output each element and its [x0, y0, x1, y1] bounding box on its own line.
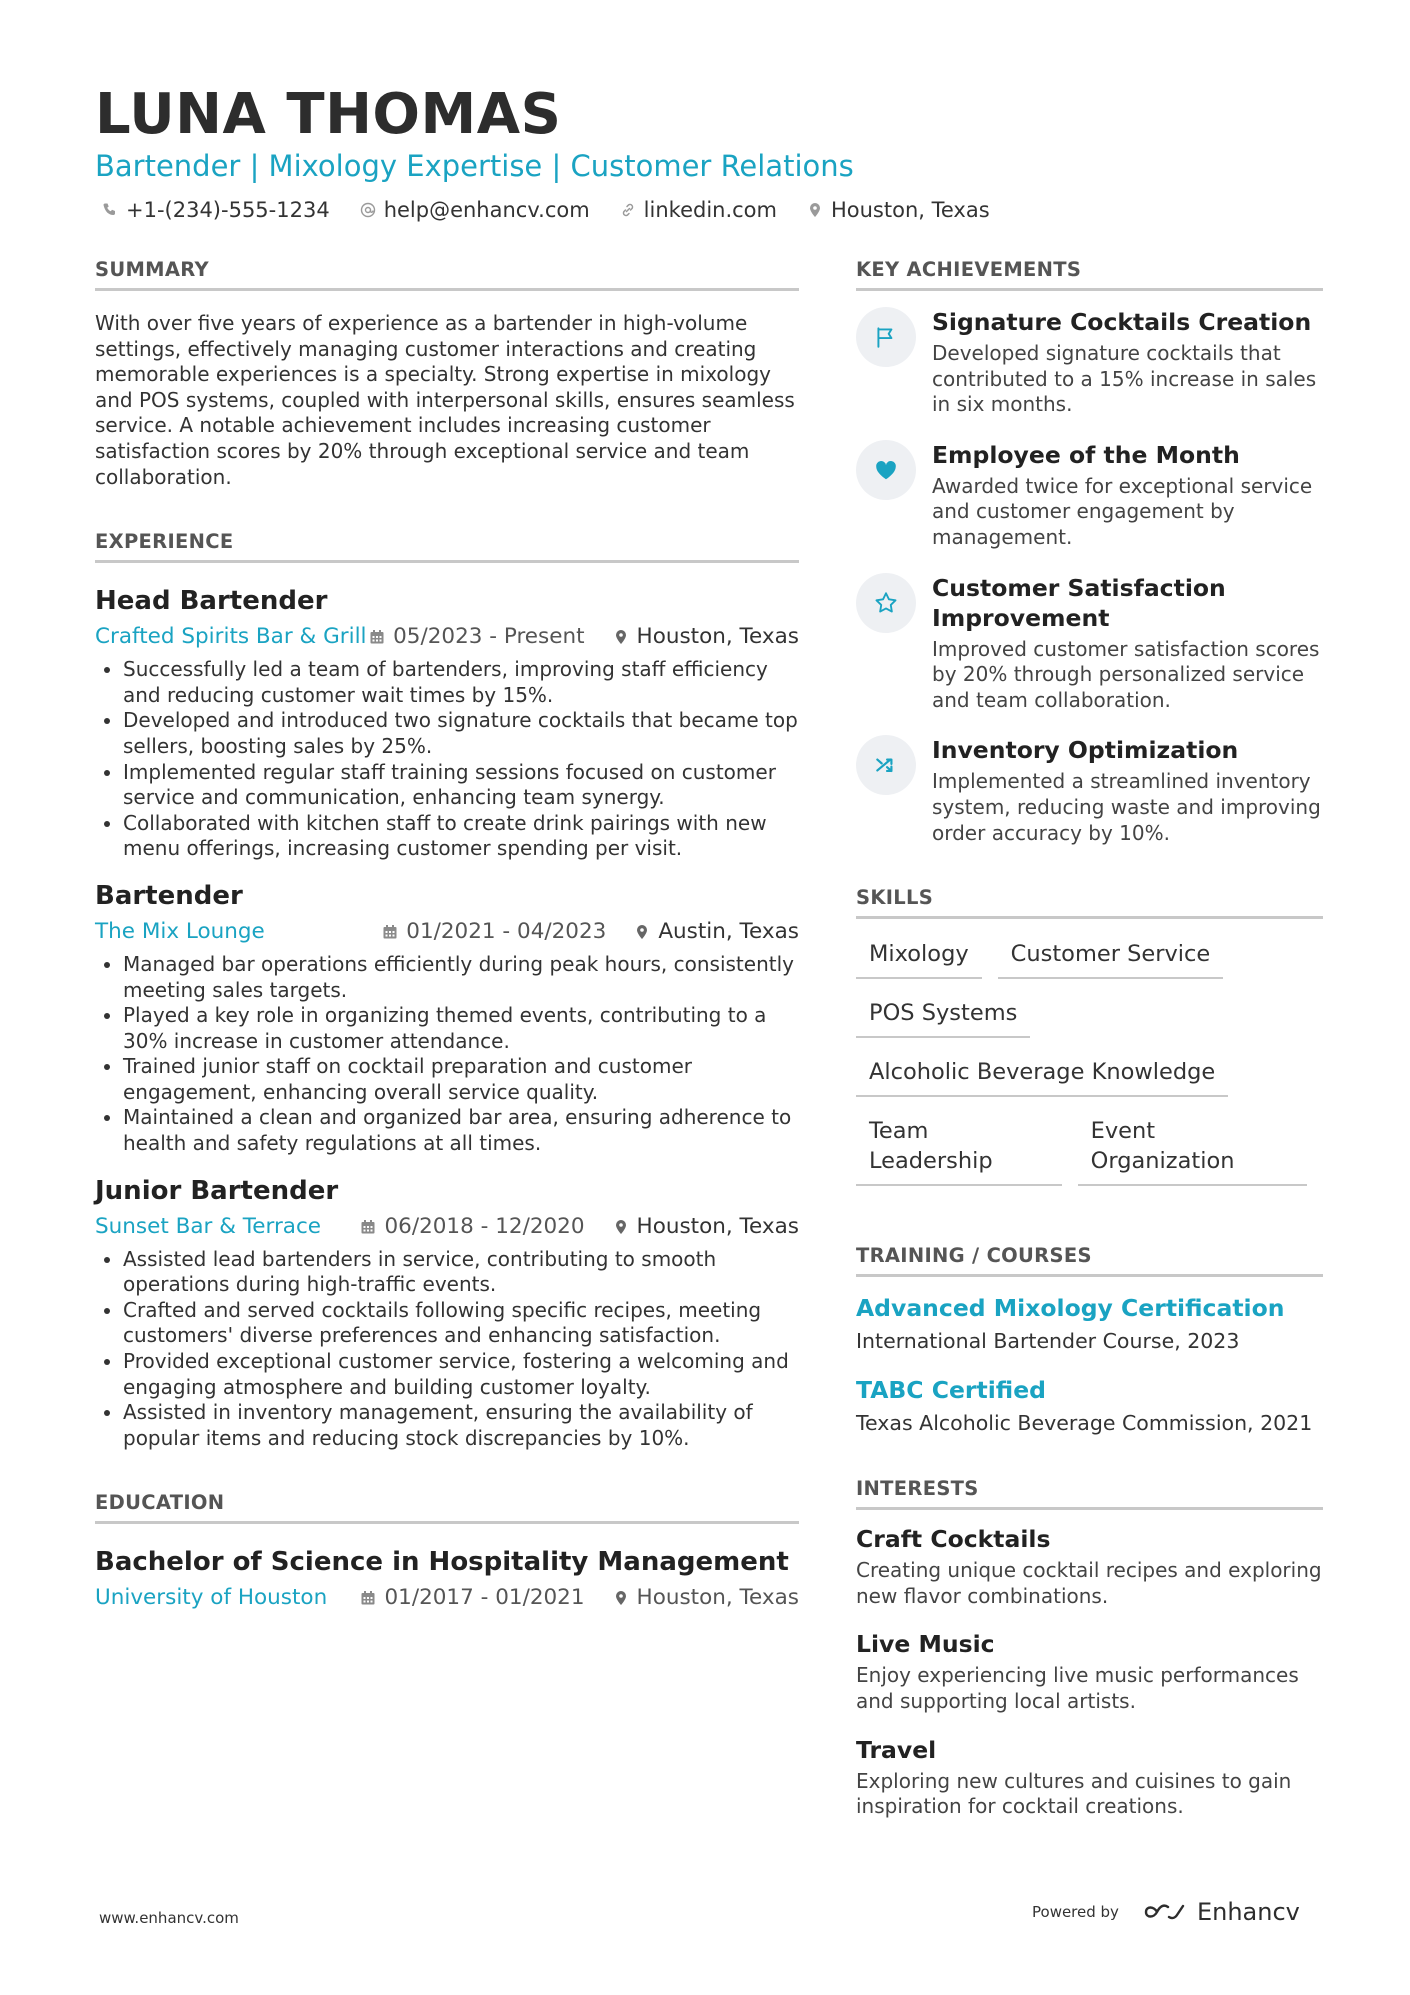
job-bullet: • Crafted and served cocktails following specific recipes, meeting customers' diverse preferences and enhancing satisfaction. — [123, 1298, 799, 1349]
powered-by-label: Powered by — [1032, 1903, 1119, 1921]
skill-tag: Mixology — [856, 939, 982, 979]
education-dates-text: 01/2017 - 01/2021 — [384, 1585, 585, 1611]
left-column — [95, 258, 799, 1612]
link-icon — [620, 202, 636, 218]
job-location — [613, 623, 799, 651]
skills-row — [856, 939, 1323, 979]
education-location — [613, 1584, 799, 1612]
skills-row — [856, 998, 1323, 1038]
location-pin-icon — [613, 1219, 629, 1235]
at-icon — [360, 202, 376, 218]
achievements-section — [856, 258, 1323, 846]
job-entry — [95, 585, 799, 862]
phone-text: +1-(234)-555-1234 — [126, 198, 330, 222]
skills-row — [856, 1057, 1323, 1097]
job-dates — [360, 1213, 584, 1241]
education-section — [95, 1491, 799, 1612]
achievement-desc: Implemented a streamlined inventory system, reducing waste and improving order accuracy by 10%. — [932, 769, 1321, 845]
job-title: Head Bartender — [95, 586, 328, 617]
interest-title: Live Music — [856, 1630, 995, 1659]
location-pin-icon — [634, 924, 650, 940]
interests-heading: INTERESTS — [856, 1477, 1323, 1510]
shuffle-icon — [873, 752, 899, 778]
job-dates-text: 06/2018 - 12/2020 — [384, 1213, 585, 1239]
job-bullet: • Implemented regular staff training sessions focused on customer service and communication, enhancing team synergy. — [123, 760, 799, 811]
footer-brand — [1032, 1898, 1300, 1926]
education-meta-right — [360, 1584, 799, 1612]
job-bullet: • Successfully led a team of bartenders, improving staff efficiency and reducing customer wait times by 15%. — [123, 657, 799, 708]
interest-desc: Enjoy experiencing live music performances and supporting local artists. — [856, 1663, 1299, 1713]
job-meta-right — [382, 918, 799, 946]
interests-section — [856, 1477, 1323, 1820]
phone-icon — [102, 202, 118, 218]
interest-desc: Exploring new cultures and cuisines to gain inspiration for cocktail creations. — [856, 1768, 1292, 1819]
skill-tag: POS Systems — [856, 998, 1030, 1038]
calendar-icon — [382, 924, 398, 940]
summary-section — [95, 258, 799, 490]
contact-phone[interactable] — [102, 198, 330, 222]
candidate-name: LUNA THOMAS — [95, 82, 562, 147]
course-entry — [856, 1293, 1323, 1355]
enhancv-logo-icon — [1143, 1900, 1189, 1924]
job-bullets — [95, 952, 799, 1157]
location-pin-icon — [613, 1590, 629, 1606]
right-column — [856, 258, 1323, 1820]
training-heading: TRAINING / COURSES — [856, 1244, 1323, 1277]
job-meta — [95, 623, 799, 651]
interest-entry — [856, 1629, 1323, 1714]
achievement-title: Signature Cocktails Creation — [932, 308, 1312, 336]
achievement-icon-wrap — [856, 307, 916, 367]
achievement-title: Customer Satisfaction Improvement — [932, 573, 1226, 632]
course-provider: Texas Alcoholic Beverage Commission, 2021 — [856, 1411, 1313, 1436]
achievement-item — [856, 440, 1323, 551]
summary-text: With over five years of experience as a bartender in high-volume settings, effectively managing customer interactions and creating memorable experiences is a specialty. Strong expertise in mixology and POS systems, coupled with interpersonal skills, ensures seamless service. A notable achievement includes increasing customer satisfaction scores by 20% through exceptional service and team collaboration. — [95, 311, 795, 489]
course-provider: International Bartender Course, 2023 — [856, 1329, 1240, 1354]
contact-location — [807, 198, 990, 222]
job-dates-text: 01/2021 - 04/2023 — [406, 918, 607, 944]
achievement-icon-wrap — [856, 440, 916, 500]
job-bullet: • Developed and introduced two signature cocktails that became top sellers, boosting sales by 25%. — [123, 708, 799, 759]
job-bullet: • Managed bar operations efficiently during peak hours, consistently meeting sales targets. — [123, 952, 799, 1003]
job-dates — [369, 623, 584, 651]
education-meta — [95, 1584, 799, 1612]
job-bullets — [95, 657, 799, 862]
contact-linkedin[interactable] — [620, 198, 777, 222]
job-title: Bartender — [95, 880, 243, 911]
experience-heading: EXPERIENCE — [95, 530, 799, 563]
skills-heading: SKILLS — [856, 886, 1323, 919]
interest-entry — [856, 1524, 1323, 1609]
skill-tag: Customer Service — [998, 939, 1224, 979]
degree-title: Bachelor of Science in Hospitality Management — [95, 1547, 789, 1578]
achievement-desc: Developed signature cocktails that contributed to a 15% increase in sales in six months. — [932, 341, 1317, 417]
achievements-heading: KEY ACHIEVEMENTS — [856, 258, 1323, 291]
training-section — [856, 1244, 1323, 1437]
achievement-item — [856, 735, 1323, 846]
calendar-icon — [369, 629, 385, 645]
education-heading: EDUCATION — [95, 1491, 799, 1524]
footer-website[interactable]: www.enhancv.com — [99, 1909, 239, 1927]
job-meta — [95, 918, 799, 946]
job-dates-text: 05/2023 - Present — [393, 624, 585, 650]
achievement-body — [932, 307, 1323, 418]
job-bullet: • Assisted in inventory management, ensuring the availability of popular items and reducing stock discrepancies by 10%. — [123, 1400, 799, 1451]
interest-desc: Creating unique cocktail recipes and exploring new flavor combinations. — [856, 1558, 1322, 1608]
candidate-tagline: Bartender | Mixology Expertise | Customer Relations — [95, 149, 854, 183]
job-bullet: • Played a key role in organizing themed events, contributing to a 30% increase in customer attendance. — [123, 1003, 799, 1054]
education-entry — [95, 1546, 799, 1612]
achievement-desc: Improved customer satisfaction scores by 20% through personalized service and team collaboration. — [932, 636, 1320, 712]
course-title[interactable]: TABC Certified — [856, 1376, 1046, 1405]
job-location-text: Houston, Texas — [636, 1213, 799, 1239]
job-title: Junior Bartender — [95, 1175, 339, 1206]
achievement-desc: Awarded twice for exceptional service and customer engagement by management. — [932, 473, 1313, 549]
skills-section — [856, 886, 1323, 1186]
achievement-title: Employee of the Month — [932, 440, 1240, 469]
job-location — [613, 1213, 799, 1241]
enhancv-logo[interactable] — [1143, 1898, 1300, 1926]
interest-title: Travel — [856, 1735, 937, 1764]
location-pin-icon — [613, 629, 629, 645]
location-pin-icon — [807, 202, 823, 218]
achievement-body — [932, 735, 1323, 846]
job-location-text: Austin, Texas — [658, 918, 799, 944]
company-name[interactable]: Crafted Spirits Bar & Grill — [95, 624, 367, 650]
heart-icon — [873, 457, 899, 483]
job-location — [634, 918, 799, 946]
skill-tag: Team Leadership — [856, 1116, 1062, 1186]
achievement-icon-wrap — [856, 573, 916, 633]
company-name[interactable]: Sunset Bar & Terrace — [95, 1213, 322, 1239]
achievement-item — [856, 573, 1323, 714]
achievement-body — [932, 440, 1323, 551]
job-entry — [95, 880, 799, 1157]
brand-name: Enhancv — [1196, 1898, 1300, 1926]
job-bullet: • Maintained a clean and organized bar area, ensuring adherence to health and safety regulations at all times. — [123, 1105, 799, 1156]
star-icon — [873, 590, 899, 616]
calendar-icon — [360, 1590, 376, 1606]
calendar-icon — [360, 1219, 376, 1235]
achievement-title: Inventory Optimization — [932, 736, 1239, 765]
interest-entry — [856, 1735, 1323, 1820]
course-entry — [856, 1375, 1323, 1437]
education-location-text: Houston, Texas — [636, 1585, 799, 1611]
job-bullets — [95, 1247, 799, 1452]
job-bullet: • Provided exceptional customer service, fostering a welcoming and engaging atmosphere and building customer loyalty. — [123, 1349, 799, 1400]
job-bullet: • Collaborated with kitchen staff to create drink pairings with new menu offerings, increasing customer spending per visit. — [123, 811, 799, 862]
skills-row — [856, 1116, 1323, 1186]
job-entry — [95, 1175, 799, 1452]
skill-tag: Alcoholic Beverage Knowledge — [856, 1057, 1228, 1097]
interest-title: Craft Cocktails — [856, 1525, 1051, 1554]
flag-icon — [873, 324, 899, 350]
job-bullet: • Trained junior staff on cocktail preparation and customer engagement, enhancing overall service quality. — [123, 1054, 799, 1105]
linkedin-text: linkedin.com — [643, 198, 777, 222]
school-name[interactable]: University of Houston — [95, 1585, 328, 1611]
location-text: Houston, Texas — [830, 198, 990, 222]
achievement-item — [856, 307, 1323, 418]
email-text: help@enhancv.com — [383, 198, 590, 222]
job-meta-right — [360, 1213, 799, 1241]
job-meta — [95, 1213, 799, 1241]
achievement-icon-wrap — [856, 735, 916, 795]
contact-bar — [102, 198, 1020, 222]
job-meta-right — [369, 623, 799, 651]
job-location-text: Houston, Texas — [636, 624, 799, 650]
course-title[interactable]: Advanced Mixology Certification — [856, 1294, 1285, 1323]
achievement-body — [932, 573, 1323, 714]
summary-heading: SUMMARY — [95, 258, 799, 291]
company-name[interactable]: The Mix Lounge — [95, 918, 265, 944]
education-dates — [360, 1584, 584, 1612]
job-dates — [382, 918, 606, 946]
job-bullet: • Assisted lead bartenders in service, contributing to smooth operations during high-traffic events. — [123, 1247, 799, 1298]
experience-section — [95, 530, 799, 1451]
skill-tag: Event Organization — [1078, 1116, 1307, 1186]
contact-email[interactable] — [360, 198, 590, 222]
